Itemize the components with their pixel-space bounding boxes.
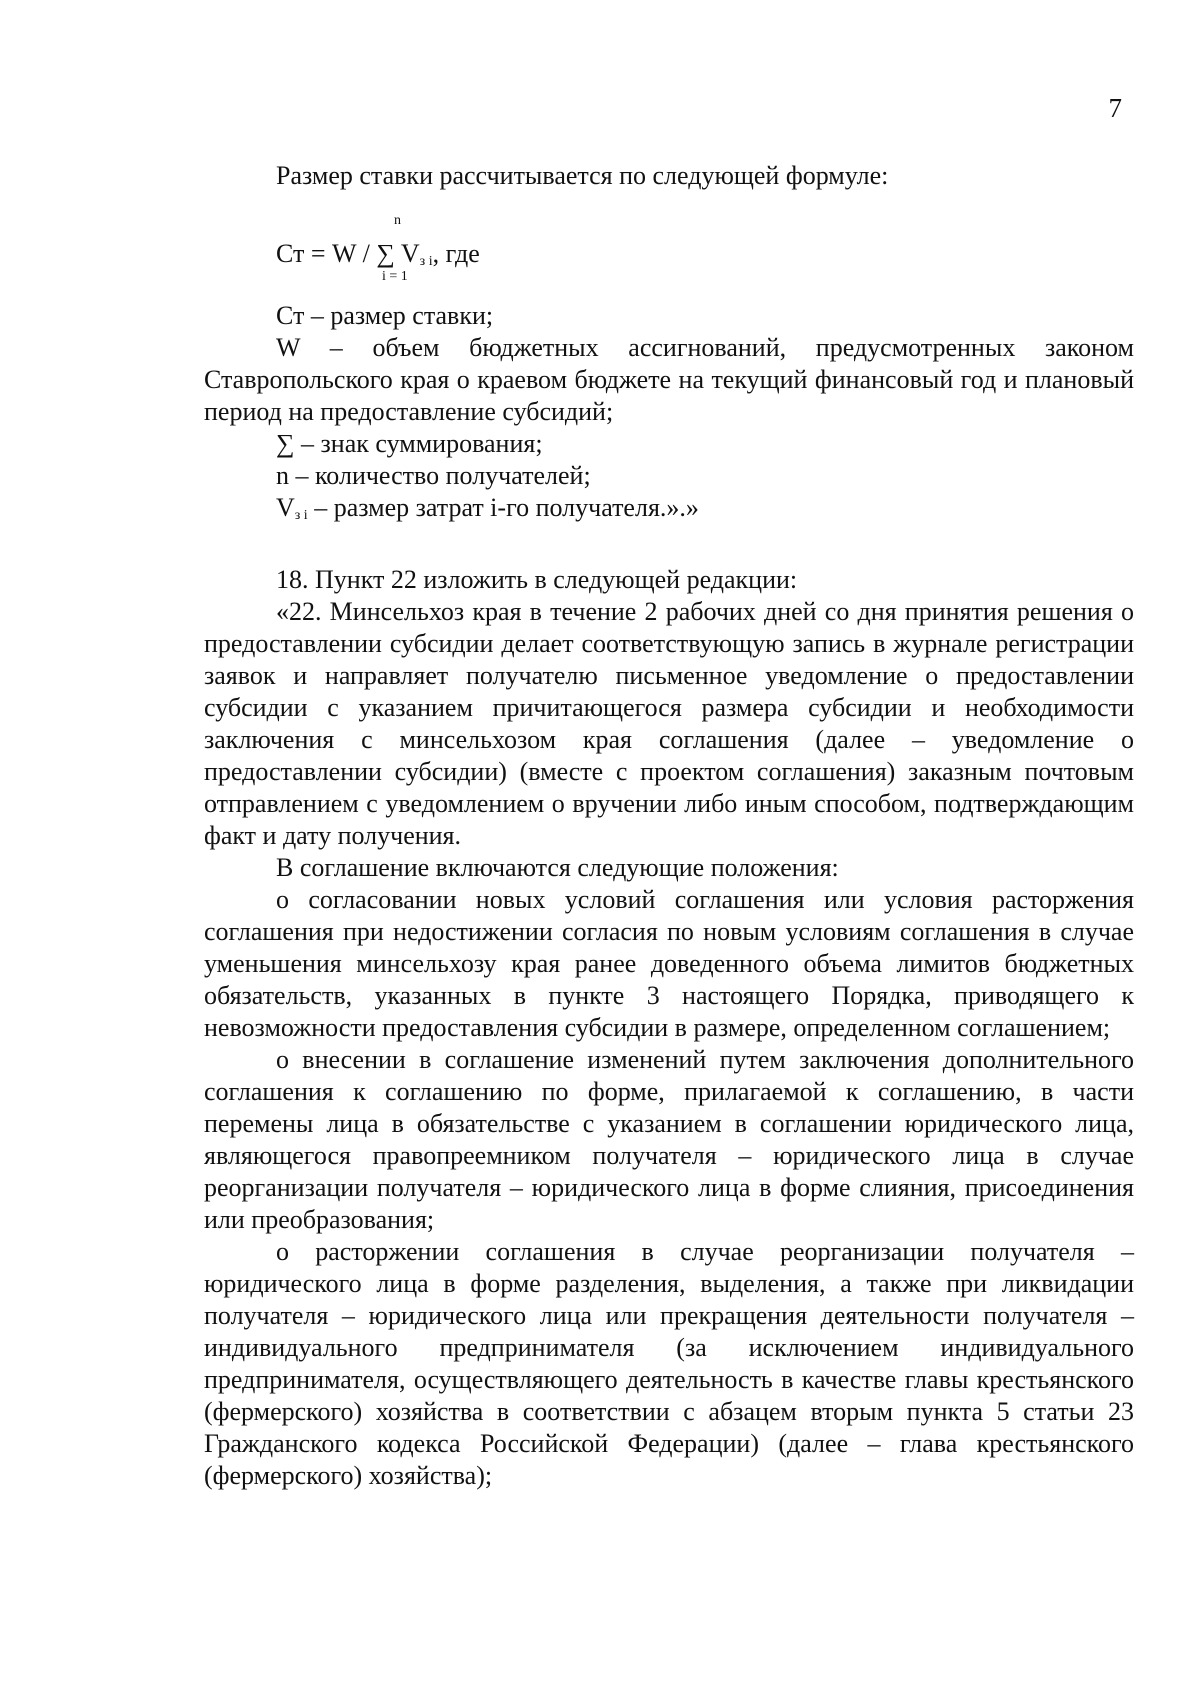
sum-upper-limit: n bbox=[394, 213, 401, 228]
definition-n: n – количество получателей; bbox=[276, 461, 591, 490]
document-body bbox=[204, 160, 1134, 1492]
definition-v-subscript: з i bbox=[294, 508, 308, 523]
rate-formula bbox=[276, 208, 1134, 300]
provisions-intro: В соглашение включаются следующие положения: bbox=[276, 853, 839, 882]
formula-expression bbox=[276, 238, 480, 278]
provision-item: о расторжении соглашения в случае реорганизации получателя – юридического лица в форме разделения, выделения, а также при ликвидации получателя – юридического лица или прекращения деятельности получателя – индивидуального предпринимателя (за исключением индивидуального предпринимателя, осуществляющего деятельность в качестве главы крестьянского (фермерского) хозяйства в соответствии с абзацем вторым пункта 5 статьи 23 Гражданского кодекса Российской Федерации) (далее – глава крестьянского (фермерского) хозяйства); bbox=[204, 1237, 1134, 1490]
formula-intro: Размер ставки рассчитывается по следующей формуле: bbox=[276, 161, 889, 190]
definition-v bbox=[204, 492, 1134, 532]
sum-lower-limit: i = 1 bbox=[382, 269, 408, 284]
page-number: 7 bbox=[1108, 93, 1122, 123]
definition-v-symbol: V bbox=[276, 493, 295, 522]
definition-sigma: ∑ – знак суммирования; bbox=[276, 429, 543, 458]
provision-item: о внесении в соглашение изменений путем заключения дополнительного соглашения к соглашению по форме, прилагаемой к соглашению, в части перемены лица в обязательстве с указанием в соглашении юридического лица, являющегося правопреемником получателя – юридического лица в случае реорганизации получателя – юридического лица в форме слияния, присоединения или преобразования; bbox=[204, 1045, 1134, 1234]
definition-v-text: – размер затрат i-го получателя.».» bbox=[307, 493, 699, 522]
paragraph-22: «22. Минсельхоз края в течение 2 рабочих дней со дня принятия решения о предоставлении субсидии делает соответствующую запись в журнале регистрации заявок и направляет получателю письменное уведомление о предоставлении субсидии с указанием причитающегося размера субсидии и необходимости заключения с минсельхозом края соглашения (далее – уведомление о предоставлении субсидии) (вместе с проектом соглашения) заказным почтовым отправлением с уведомлением о вручении либо иным способом, подтверждающим факт и дату получения. bbox=[204, 597, 1134, 850]
formula-subscript: з i bbox=[419, 254, 433, 269]
provision-item: о согласовании новых условий соглашения или условия расторжения соглашения при недостижении согласия по новым условиям соглашения в случае уменьшения минсельхозу края ранее доведенного объема лимитов бюджетных обязательств, указанных в пункте 3 настоящего Порядка, приводящего к невозможности предоставления субсидии в размере, определенном соглашением; bbox=[204, 885, 1134, 1042]
definition-st: Ст – размер ставки; bbox=[276, 301, 494, 330]
item-18-heading: 18. Пункт 22 изложить в следующей редакции: bbox=[276, 565, 798, 594]
definition-w: W – объем бюджетных ассигнований, предусмотренных законом Ставропольского края о краевом бюджете на текущий финансовый год и плановый период на предоставление субсидий; bbox=[204, 333, 1134, 426]
formula-left: Ст = W / ∑ V bbox=[276, 239, 420, 268]
formula-right: , где bbox=[432, 239, 480, 268]
